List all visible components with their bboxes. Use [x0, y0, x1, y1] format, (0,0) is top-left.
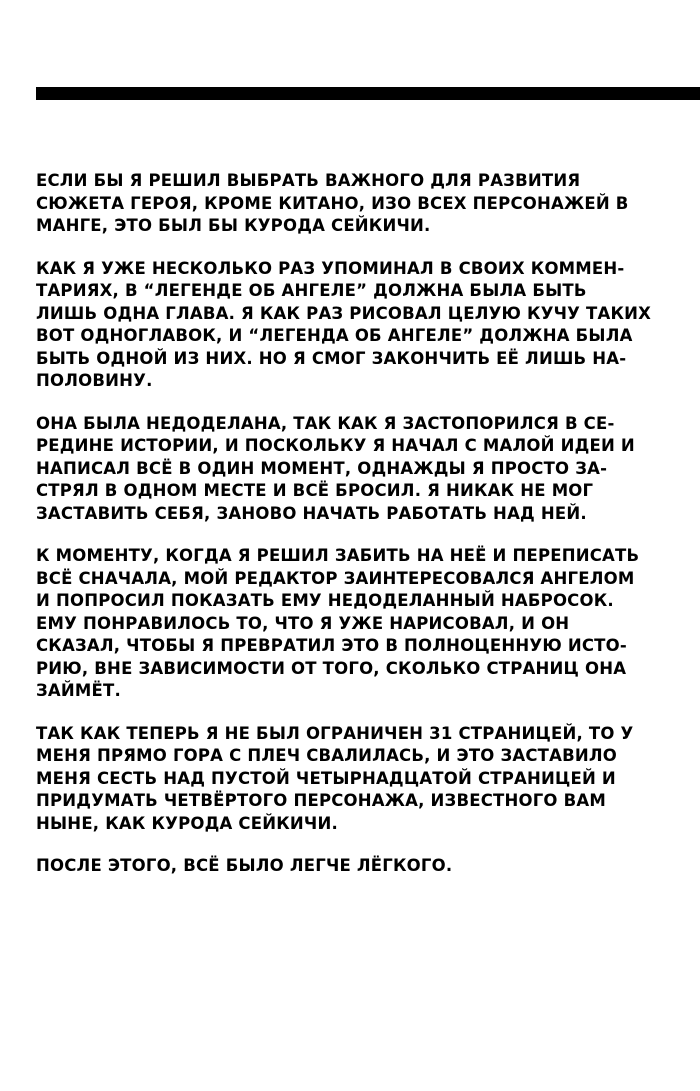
text-line: КАК Я УЖЕ НЕСКОЛЬКО РАЗ УПОМИНАЛ В СВОИХ КОММЕН-: [36, 258, 625, 278]
text-line: ЗАСТАВИТЬ СЕБЯ, ЗАНОВО НАЧАТЬ РАБОТАТЬ НАД НЕЙ.: [36, 503, 587, 523]
text-line: НАПИСАЛ ВСЁ В ОДИН МОМЕНТ, ОДНАЖДЫ Я ПРОСТО ЗА-: [36, 458, 608, 478]
paragraph-5: [36, 723, 682, 836]
paragraph-6: [36, 855, 682, 878]
text-line: ОНА БЫЛА НЕДОДЕЛАНА, ТАК КАК Я ЗАСТОПОРИЛСЯ В СЕ-: [36, 413, 615, 433]
text-line: РЕДИНЕ ИСТОРИИ, И ПОСКОЛЬКУ Я НАЧАЛ С МАЛОЙ ИДЕИ И: [36, 436, 635, 455]
text-line: СКАЗАЛ, ЧТОБЫ Я ПРЕВРАТИЛ ЭТО В ПОЛНОЦЕННУЮ ИСТО-: [36, 636, 627, 655]
text-line: НЫНЕ, КАК КУРОДА СЕЙКИЧИ.: [36, 813, 338, 833]
text-line: ВСЁ СНАЧАЛА, МОЙ РЕДАКТОР ЗАИНТЕРЕСОВАЛСЯ АНГЕЛОМ: [36, 568, 635, 588]
text-line: ТАК КАК ТЕПЕРЬ Я НЕ БЫЛ ОГРАНИЧЕН 31 СТРАНИЦЕЙ, ТО У: [36, 723, 634, 743]
text-line: МЕНЯ ПРЯМО ГОРА С ПЛЕЧ СВАЛИЛАСЬ, И ЭТО ЗАСТАВИЛО: [36, 746, 617, 765]
text-line: ПОЛОВИНУ.: [36, 371, 153, 390]
text-line: МАНГЕ, ЭТО БЫЛ БЫ КУРОДА СЕЙКИЧИ.: [36, 216, 431, 235]
text-line: БЫТЬ ОДНОЙ ИЗ НИХ. НО Я СМОГ ЗАКОНЧИТЬ ЕЁ ЛИШЬ НА-: [36, 348, 627, 368]
text-line: МЕНЯ СЕСТЬ НАД ПУСТОЙ ЧЕТЫРНАДЦАТОЙ СТРАНИЦЕЙ И: [36, 768, 616, 788]
text-line: ЕСЛИ БЫ Я РЕШИЛ ВЫБРАТЬ ВАЖНОГО ДЛЯ РАЗВИТИЯ: [36, 171, 581, 190]
text-line: ПОСЛЕ ЭТОГО, ВСЁ БЫЛО ЛЕГЧЕ ЛЁГКОГО.: [36, 856, 453, 875]
text-line: ЛИШЬ ОДНА ГЛАВА. Я КАК РАЗ РИСОВАЛ ЦЕЛУЮ КУЧУ ТАКИХ: [36, 303, 652, 323]
text-line: СТРЯЛ В ОДНОМ МЕСТЕ И ВСЁ БРОСИЛ. Я НИКАК НЕ МОГ: [36, 481, 594, 500]
text-line: К МОМЕНТУ, КОГДА Я РЕШИЛ ЗАБИТЬ НА НЕЁ И ПЕРЕПИСАТЬ: [36, 546, 640, 565]
text-line: РИЮ, ВНЕ ЗАВИСИМОСТИ ОТ ТОГО, СКОЛЬКО СТРАНИЦ ОНА: [36, 658, 627, 678]
text-line: И ПОПРОСИЛ ПОКАЗАТЬ ЕМУ НЕДОДЕЛАННЫЙ НАБРОСОК.: [36, 591, 614, 610]
paragraph-3: [36, 413, 682, 526]
text-line: ЗАЙМЁТ.: [36, 681, 121, 700]
text-line: СЮЖЕТА ГЕРОЯ, КРОМЕ КИТАНО, ИЗО ВСЕХ ПЕРСОНАЖЕЙ В: [36, 193, 629, 213]
text-block: [36, 170, 682, 898]
text-line: ВОТ ОДНОГЛАВОК, И “ЛЕГЕНДА ОБ АНГЕЛЕ” ДОЛЖНА БЫЛА: [36, 326, 633, 345]
paragraph-4: [36, 545, 682, 703]
text-line: ПРИДУМАТЬ ЧЕТВЁРТОГО ПЕРСОНАЖА, ИЗВЕСТНОГО ВАМ: [36, 791, 606, 810]
top-rule: [36, 87, 700, 100]
paragraph-2: [36, 258, 682, 393]
paragraph-1: [36, 170, 682, 238]
text-line: ЕМУ ПОНРАВИЛОСЬ ТО, ЧТО Я УЖЕ НАРИСОВАЛ, И ОН: [36, 613, 570, 633]
text-line: ТАРИЯХ, В “ЛЕГЕНДЕ ОБ АНГЕЛЕ” ДОЛЖНА БЫЛА БЫТЬ: [36, 281, 587, 300]
